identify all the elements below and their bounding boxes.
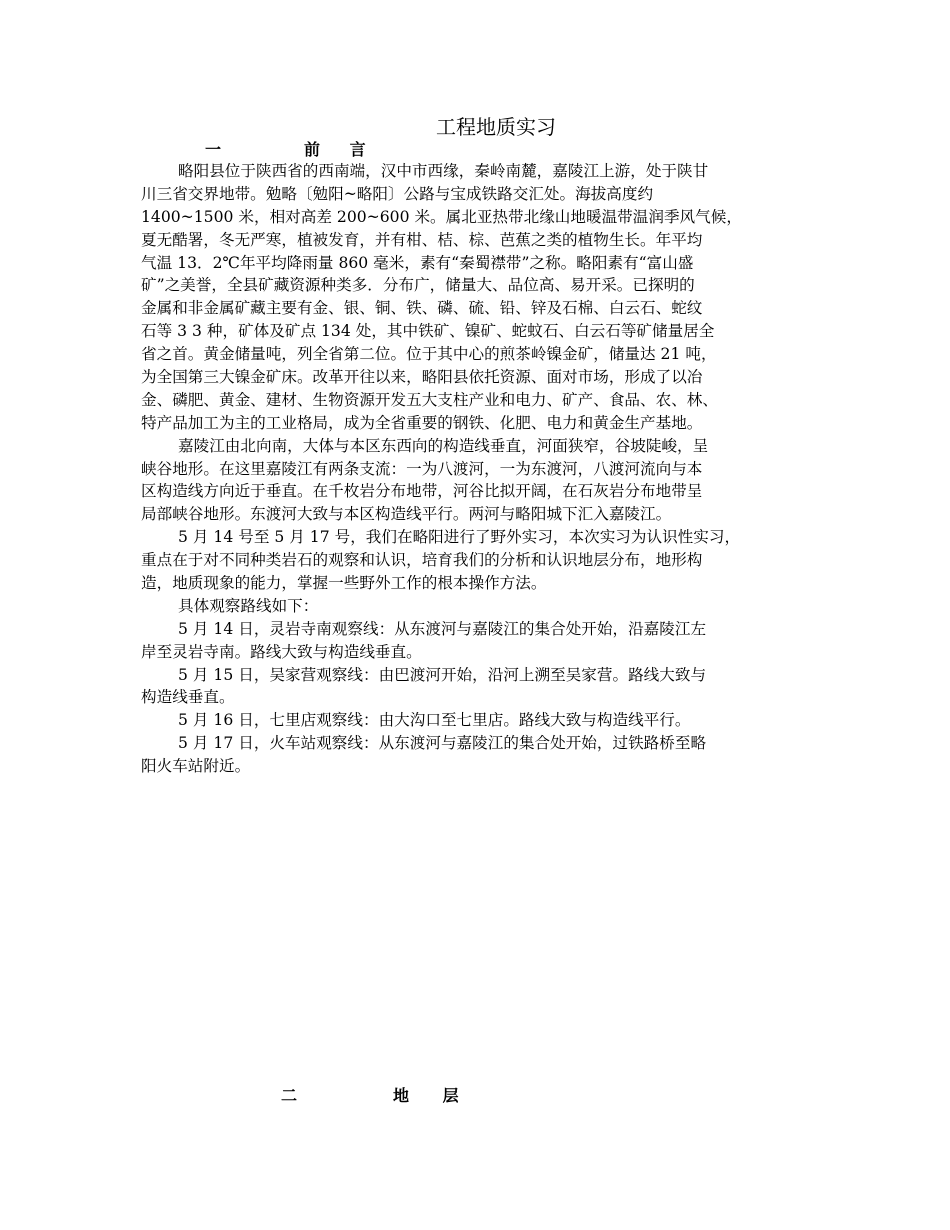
paragraph	[141, 435, 823, 527]
text-line: 构造线垂直。	[141, 688, 235, 707]
text-line: 造，地质现象的能力，掌握一些野外工作的根本操作方法。	[141, 574, 547, 593]
text-line: 特产品加工为主的工业格局，成为全省重要的钢铁、化肥、电力和黄金生产基地。	[141, 413, 703, 432]
text-line: 峡谷地形。在这里嘉陵江有两条支流：一为八渡河，一为东渡河，八渡河流向与本	[141, 459, 703, 478]
document-title: 工程地质实习	[436, 115, 556, 139]
paragraph	[141, 526, 823, 595]
text-line: 金属和非金属矿藏主要有金、银、铜、铁、磷、硫、铅、锌及石棉、白云石、蛇纹	[141, 299, 703, 318]
text-line: 局部峡谷地形。东渡河大致与本区构造线平行。两河与略阳城下汇入嘉陵江。	[141, 505, 672, 524]
text-line: 气温 13．2℃年平均降雨量 860 毫米，素有“秦蜀襟带”之称。略阳素有“富山盛	[141, 253, 694, 272]
paragraph	[141, 732, 823, 778]
text-line: 金、磷肥、黄金、建材、生物资源开发五大支柱产业和电力、矿产、食品、农、林、	[141, 390, 718, 409]
paragraph	[141, 618, 823, 664]
section-number: 一	[205, 140, 222, 159]
text-line: 略阳县位于陕西省的西南端，汉中市西缘，秦岭南麓，嘉陵江上游，处于陕甘	[178, 162, 709, 180]
text-line: 岸至灵岩寺南。路线大致与构造线垂直。	[141, 642, 422, 661]
text-line: 省之首。黄金储量吨，列全省第二位。位于其中心的煎茶岭镍金矿，储量达 21 吨，	[141, 345, 717, 364]
section-title: 地 层	[393, 1086, 473, 1105]
text-line: 区构造线方向近于垂直。在千枚岩分布地带，河谷比拟开阔，在石灰岩分布地带呈	[141, 482, 703, 501]
text-line: 矿”之美誉，全县矿藏资源种类多．分布广，储量大、品位高、易开采。已探明的	[141, 276, 695, 295]
text-line: 川三省交界地带。勉略〔勉阳~略阳〕公路与宝成铁路交汇处。海拔高度约	[141, 184, 654, 203]
text-line: 5 月 14 日，灵岩寺南观察线：从东渡河与嘉陵江的集合处开始，沿嘉陵江左	[178, 619, 707, 638]
text-line: 阳火车站附近。	[141, 757, 251, 776]
text-line: 石等 3 3 种，矿体及矿点 134 处，其中铁矿、镍矿、蛇蚊石、白云石等矿储量居全	[141, 322, 715, 341]
paragraph	[141, 709, 823, 732]
document-body	[141, 160, 823, 778]
text-line: 5 月 16 日，七里店观察线：由大沟口至七里店。路线大致与构造线平行。	[178, 711, 691, 730]
text-line: 重点在于对不同种类岩石的观察和认识，培育我们的分析和认识地层分布，地形构	[141, 551, 703, 570]
section-title: 前 言	[304, 140, 378, 159]
text-line: 1400~1500 米，相对高差 200~600 米。属北亚热带北缘山地暖温带温润季风气候，	[141, 207, 742, 226]
paragraph	[141, 664, 823, 710]
text-line: 具体观察路线如下：	[178, 596, 319, 615]
text-line: 嘉陵江由北向南，大体与本区东西向的构造线垂直，河面狭窄，谷坡陡峻，呈	[178, 436, 709, 455]
text-line: 5 月 14 号至 5 月 17 号，我们在略阳进行了野外实习，本次实习为认识性实习，	[178, 528, 741, 547]
paragraph	[141, 160, 823, 435]
text-line: 5 月 15 日，吴家营观察线：由巴渡河开始，沿河上溯至吴家营。路线大致与	[178, 665, 707, 684]
paragraph	[141, 595, 823, 618]
text-line: 为全国第三大镍金矿床。改革开往以来，略阳县依托资源、面对市场，形成了以冶	[141, 368, 703, 387]
section-number: 二	[281, 1086, 298, 1105]
text-line: 夏无酷署，冬无严寒，植被发育，并有柑、桔、棕、芭蕉之类的植物生长。年平均	[141, 230, 703, 249]
text-line: 5 月 17 日，火车站观察线：从东渡河与嘉陵江的集合处开始，过铁路桥至略	[178, 734, 707, 753]
